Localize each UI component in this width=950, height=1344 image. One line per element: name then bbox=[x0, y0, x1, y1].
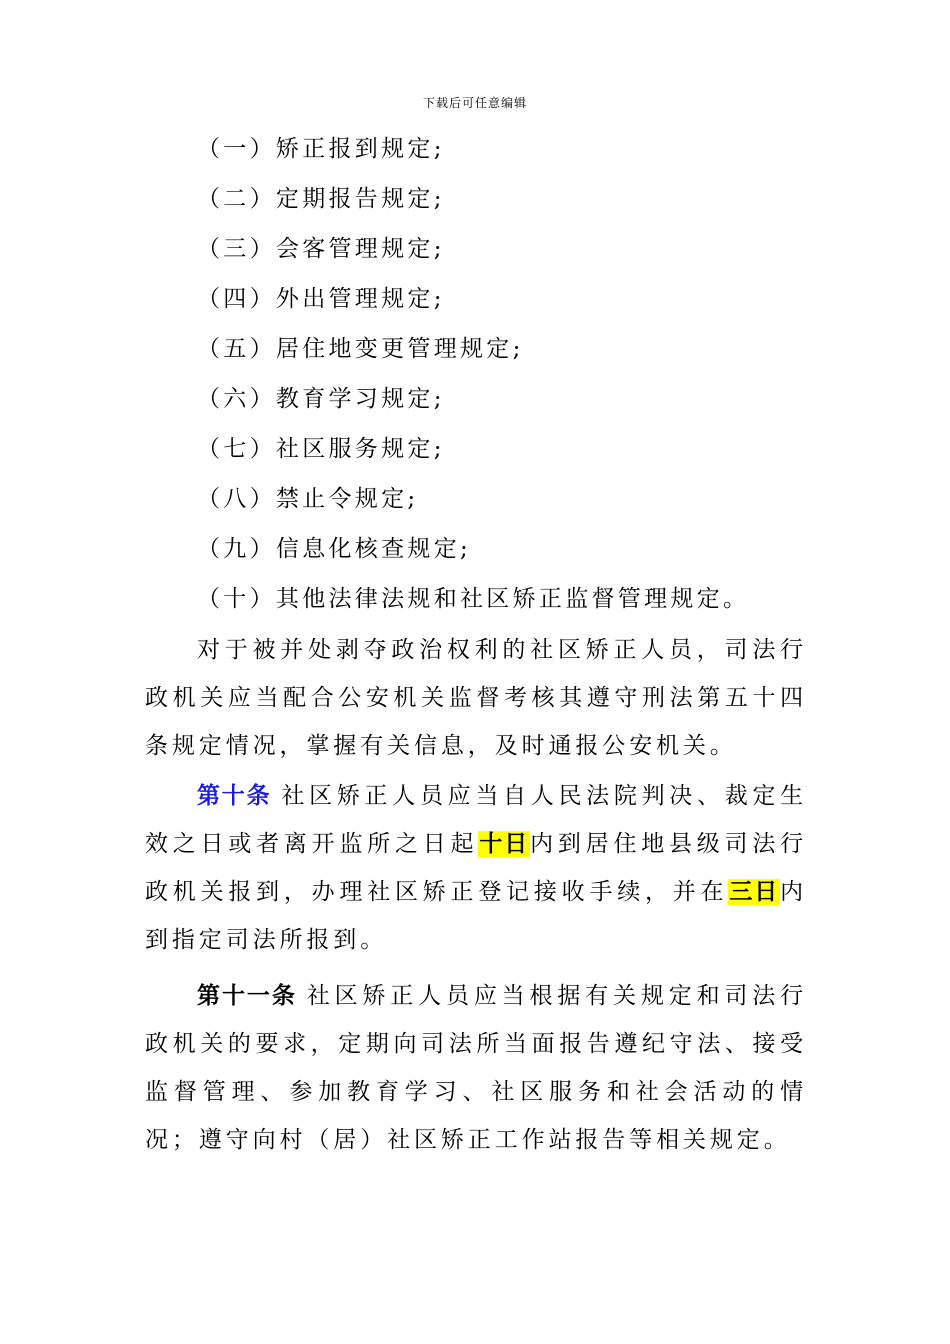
list-item: （一）矫正报到规定; bbox=[197, 136, 445, 162]
article-11 bbox=[145, 972, 807, 1164]
list-item: （七）社区服务规定; bbox=[197, 436, 445, 462]
article-10-text-1: 社区矫正人员应当自人民法院判决、裁定生效之日或者离开监所之日起 bbox=[145, 783, 807, 857]
list-item: （九）信息化核查规定; bbox=[197, 536, 472, 562]
regulation-list bbox=[145, 124, 807, 624]
page-header-note: 下载后可任意编辑 bbox=[422, 96, 527, 110]
article-10-text-2: 内到居住地县级司法行政机关报到，办理社区矫正登记接收手续，并在 bbox=[145, 831, 808, 905]
list-item: （四）外出管理规定; bbox=[197, 286, 445, 312]
list-item: （五）居住地变更管理规定; bbox=[197, 336, 524, 362]
list-item: （三）会客管理规定; bbox=[197, 236, 445, 262]
article-11-text: 社区矫正人员应当根据有关规定和司法行政机关的要求，定期向司法所当面报告遵纪守法、接受监督管理、参加教育学习、社区服务和社会活动的情况；遵守向村（居）社区矫正工作站报告等相关规定。 bbox=[145, 983, 808, 1153]
highlight-three-days: 三日 bbox=[729, 879, 780, 905]
list-item: （二）定期报告规定; bbox=[197, 186, 445, 212]
article-10-heading: 第十条 bbox=[197, 783, 272, 809]
article-10-text-3: 内到指定司法所报到。 bbox=[145, 879, 808, 953]
highlight-ten-days: 十日 bbox=[479, 831, 530, 857]
list-item: （十）其他法律法规和社区矫正监督管理规定。 bbox=[197, 586, 750, 612]
article-10 bbox=[145, 772, 807, 964]
document-body bbox=[145, 124, 807, 1164]
list-item: （八）禁止令规定; bbox=[197, 486, 419, 512]
paragraph-deprived-rights: 对于被并处剥夺政治权利的社区矫正人员，司法行政机关应当配合公安机关监督考核其遵守刑法第五十四条规定情况，掌握有关信息，及时通报公安机关。 bbox=[145, 637, 807, 759]
list-item: （六）教育学习规定; bbox=[197, 386, 445, 412]
article-11-heading: 第十一条 bbox=[197, 983, 297, 1009]
